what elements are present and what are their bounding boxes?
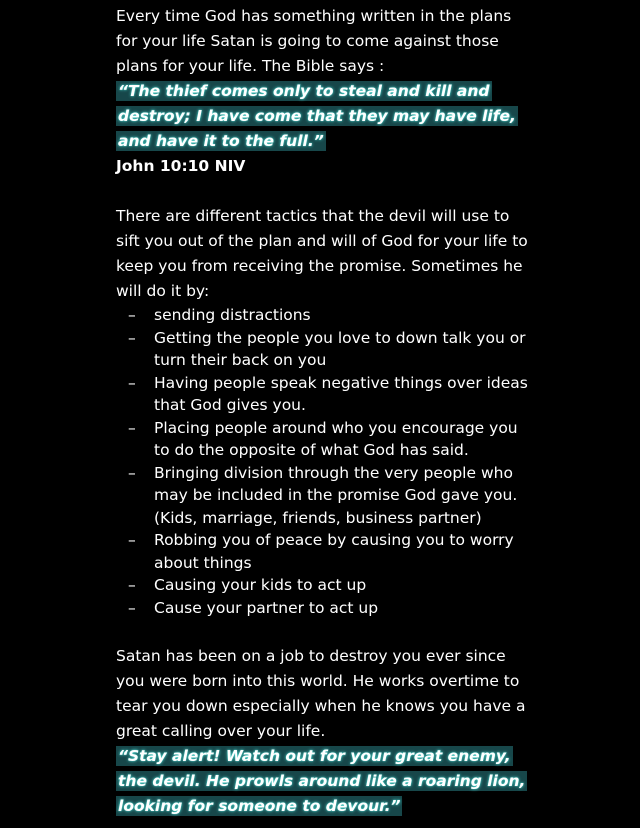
verse-text: “The thief comes only to steal and kill and destroy; I have come that they may have life, and have it to the full.” bbox=[118, 82, 516, 150]
list-item-text: Robbing you of peace by causing you to worry about things bbox=[154, 531, 514, 572]
list-item bbox=[116, 529, 536, 574]
highlighted-verse-john bbox=[116, 79, 536, 154]
dash-bullet: – bbox=[128, 531, 136, 549]
dash-bullet: – bbox=[128, 576, 136, 594]
list-item-text: sending distractions bbox=[154, 306, 311, 324]
verse-text: “Stay alert! Watch out for your great enemy, the devil. He prowls around like a roaring lion, looking for someone to devour.” bbox=[118, 747, 526, 815]
dash-bullet: – bbox=[128, 463, 136, 482]
list-item-text: Placing people around who you encourage you to do the opposite of what God has said. bbox=[154, 418, 518, 459]
list-item bbox=[116, 462, 536, 530]
list-item-text: Cause your partner to act up bbox=[154, 598, 379, 617]
dash-bullet: – bbox=[128, 373, 136, 392]
dash-bullet: – bbox=[128, 418, 136, 437]
list-item bbox=[116, 304, 536, 327]
tactics-paragraph: There are different tactics that the devil will use to sift you out of the plan and will of God for your life to keep you from receiving the promise. Sometimes he will do it by: bbox=[116, 207, 528, 300]
list-item bbox=[116, 372, 536, 417]
list-item-text: Having people speak negative things over ideas that God gives you. bbox=[154, 373, 528, 414]
list-item-text: Getting the people you love to down talk you or turn their back on you bbox=[154, 328, 526, 369]
dash-bullet: – bbox=[128, 328, 136, 347]
satan-paragraph: Satan has been on a job to destroy you ever since you were born into this world. He works overtime to tear you down especially when he knows you have a great calling over your life. bbox=[116, 647, 526, 740]
list-item-text: Causing your kids to act up bbox=[154, 576, 367, 594]
list-item bbox=[116, 574, 536, 597]
paragraph-gap bbox=[116, 619, 536, 644]
paragraph-gap bbox=[116, 179, 536, 204]
dash-bullet: – bbox=[128, 598, 136, 617]
intro-paragraph: Every time God has something written in the plans for your life Satan is going to come against those plans for your life. The Bible says : bbox=[116, 7, 512, 75]
dash-bullet: – bbox=[128, 306, 136, 324]
tactics-list bbox=[116, 304, 536, 619]
list-item-text: Bringing division through the very people who may be included in the promise God gave you. (Kids, marriage, friends, business partner) bbox=[154, 463, 518, 527]
highlighted-verse-peter bbox=[116, 744, 536, 819]
list-item bbox=[116, 597, 536, 620]
list-item bbox=[116, 327, 536, 372]
list-item bbox=[116, 417, 536, 462]
verse-reference: John 10:10 NIV bbox=[116, 157, 246, 175]
